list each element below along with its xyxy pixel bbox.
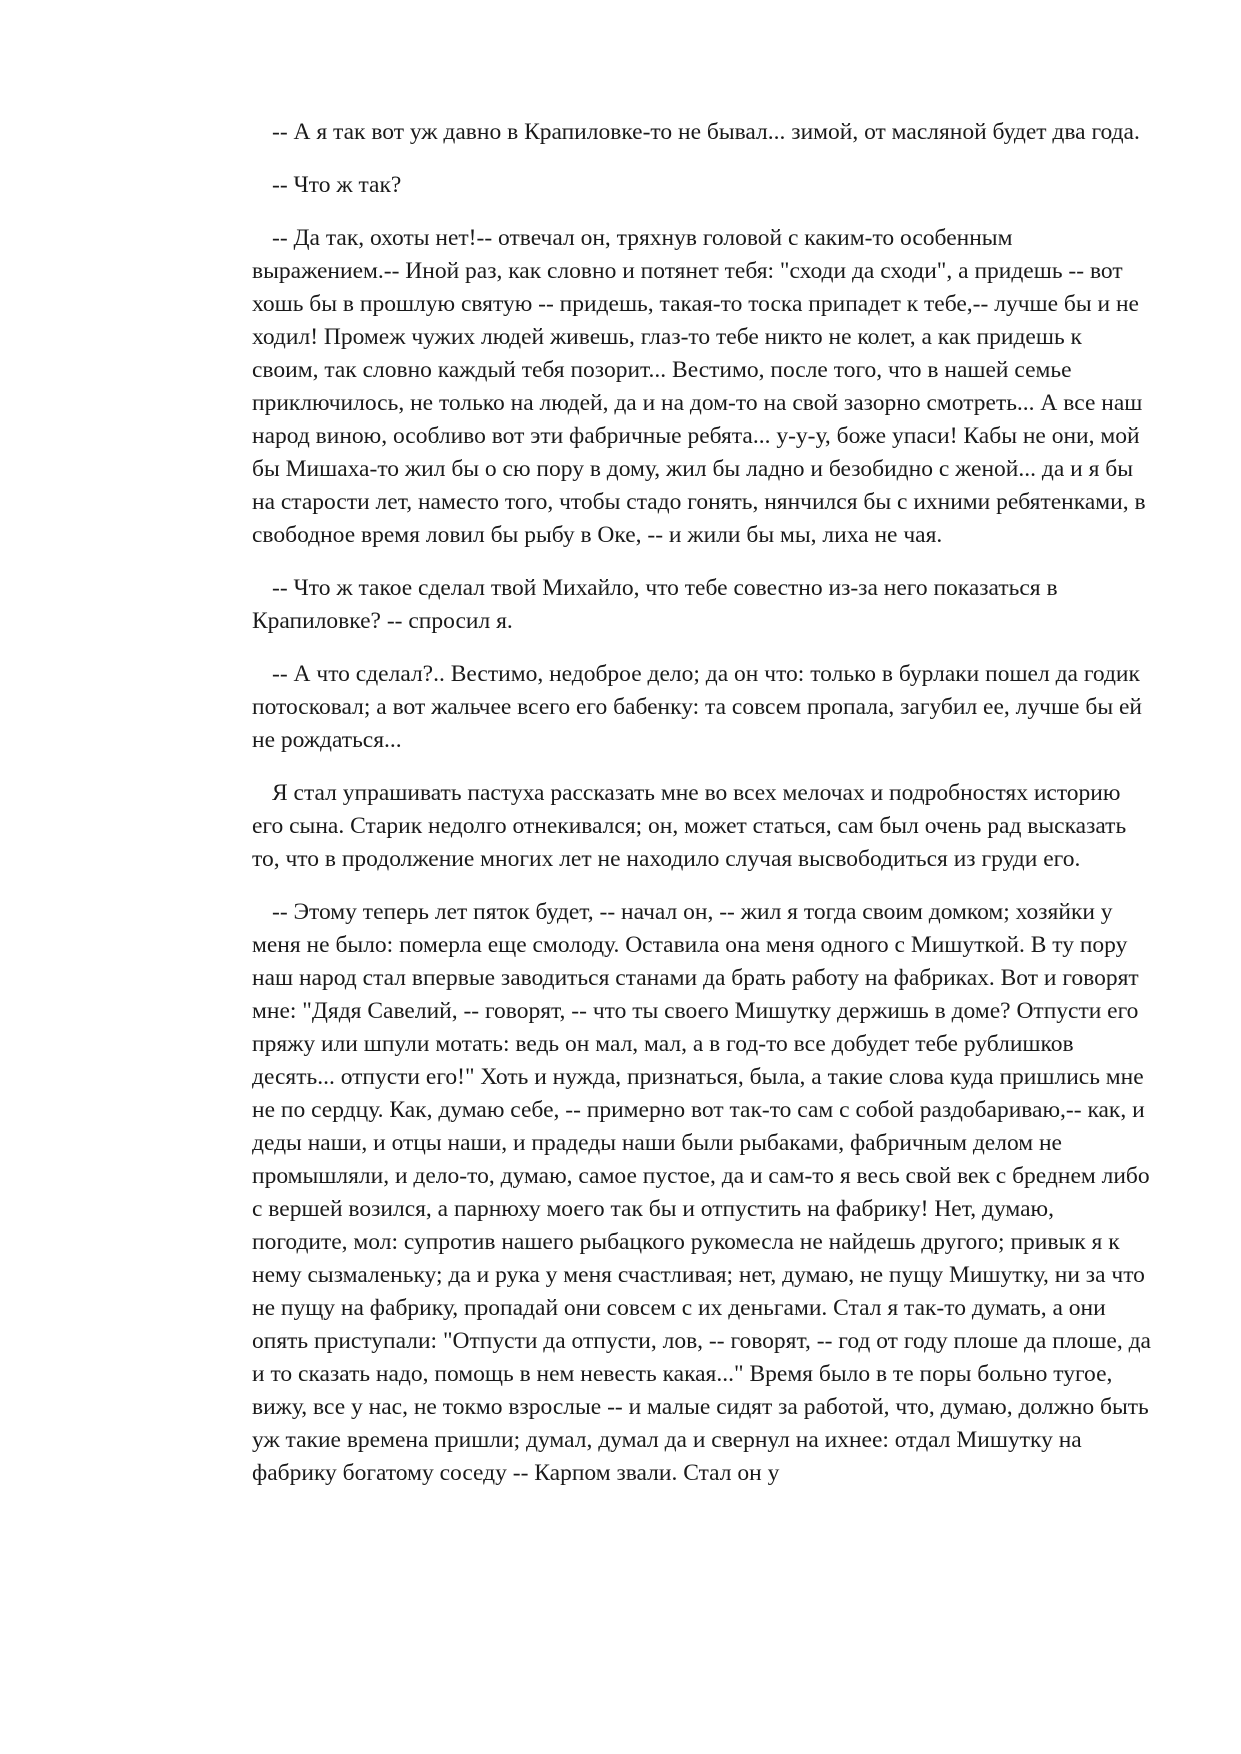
paragraph-2: -- Что ж так? xyxy=(272,172,402,198)
document-page xyxy=(252,116,1152,1510)
paragraph-7: -- Этому теперь лет пяток будет, -- начал он, -- жил я тогда своим домком; хозяйки у меня не было: померла еще смолоду. Оставила она меня одного с Мишуткой. В ту пору наш народ стал впервые заводиться станами да брать работу на фабриках. Вот и говорят мне: "Дядя Савелий, -- говорят, -- что ты своего Мишутку держишь в доме? Отпусти его пряжу или шпули мотать: ведь он мал, мал, а в год-то все добудет тебе рублишков десять... отпусти его!" Хоть и нужда, признаться, была, а такие слова куда пришлись мне не по сердцу. Как, думаю себе, -- примерно вот так-то сам с собой раздобариваю,-- как, и деды наши, и отцы наши, и прадеды наши были рыбаками, фабричным делом не промышляли, и дело-то, думаю, самое пустое, да и сам-то я весь свой век с бреднем либо с вершей возился, а парнюху моего так бы и отпустить на фабрику! Нет, думаю, погодите, мол: супротив нашего рыбацкого рукомесла не найдешь другого; привык я к нему сызмаленьку; да и рука у меня счастливая; нет, думаю, не пущу Мишутку, ни за что не пущу на фабрику, пропадай они совсем с их деньгами. Стал я так-то думать, а они опять приступали: "Отпусти да отпусти, лов, -- говорят, -- год от году плоше да плоше, да и то сказать надо, помощь в нем невесть какая..." Время было в те поры больно тугое, вижу, все у нас, не токмо взрослые -- и малые сидят за работой, что, думаю, должно быть уж такие времена пришли; думал, думал да и свернул на ихнее: отдал Мишутку на фабрику богатому соседу -- Карпом звали. Стал он у xyxy=(252,899,1151,1486)
paragraph-4: -- Что ж такое сделал твой Михайло, что тебе совестно из-за него показаться в Крапиловке? -- спросил я. xyxy=(252,575,1058,634)
paragraph-3: -- Да так, охоты нет!-- отвечал он, тряхнув головой с каким-то особенным выражением.-- Иной раз, как словно и потянет тебя: "сходи да сходи", а придешь -- вот хошь бы в прошлую святую -- придешь, такая-то тоска припадет к тебе,-- лучше бы и не ходил! Промеж чужих людей живешь, глаз-то тебе никто не колет, а как придешь к своим, так словно каждый тебя позорит... Вестимо, после того, что в нашей семье приключилось, не только на людей, да и на дом-то на свой зазорно смотреть... А все наш народ виною, особливо вот эти фабричные ребята... у-у-у, боже упаси! Кабы не они, мой бы Мишаха-то жил бы о сю пору в дому, жил бы ладно и безобидно с женой... да и я бы на старости лет, наместо того, чтобы стадо гонять, нянчился бы с ихними ребятенками, в свободное время ловил бы рыбу в Оке, -- и жили бы мы, лиха не чая. xyxy=(252,225,1146,548)
paragraph-5: -- А что сделал?.. Вестимо, недоброе дело; да он что: только в бурлаки пошел да годик потосковал; а вот жальчее всего его бабенку: та совсем пропала, загубил ее, лучше бы ей не рождаться... xyxy=(252,661,1142,753)
paragraph-6: Я стал упрашивать пастуха рассказать мне во всех мелочах и подробностях историю его сына. Старик недолго отнекивался; он, может статься, сам был очень рад высказать то, что в продолжение многих лет не находило случая высвободиться из груди его. xyxy=(252,780,1127,872)
paragraph-1: -- А я так вот уж давно в Крапиловке-то не бывал... зимой, от масляной будет два года. xyxy=(272,119,1140,145)
